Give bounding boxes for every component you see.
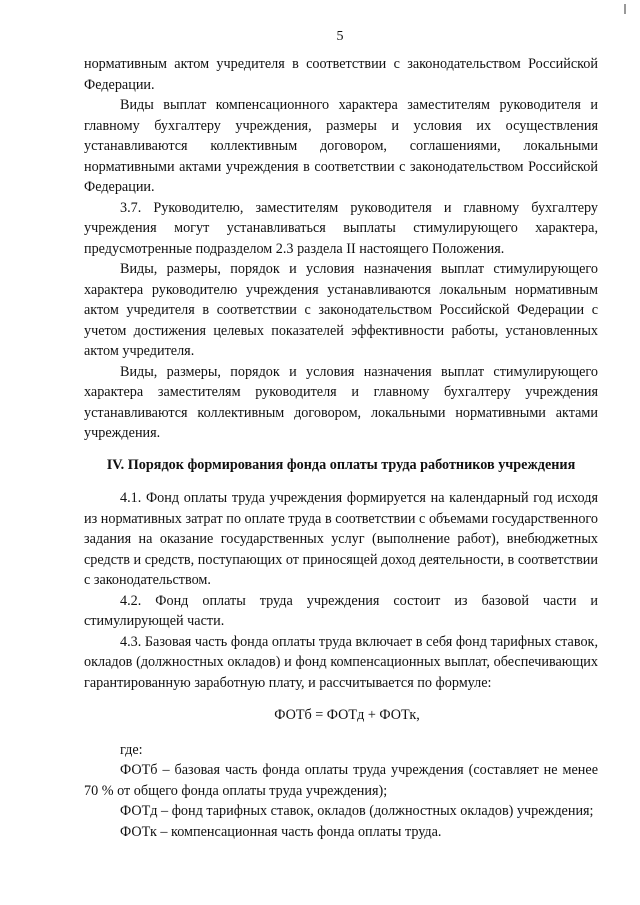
scan-corner-mark: [624, 4, 626, 14]
paragraph-incentive-head: Виды, размеры, порядок и условия назначения выплат стимулирующего характера руководителю учреждения устанавливаются локальным нормативным актом учредителя в соответствии с законодательством Российской Федерации с учетом достижения целевых показателей эффективности работы, установленных актом учредителя.: [84, 261, 598, 359]
section-heading-iv: IV. Порядок формирования фонда оплаты труда работников учреждения: [106, 456, 576, 473]
paragraph-4-1: 4.1. Фонд оплаты труда учреждения формируется на календарный год исходя из нормативных затрат по оплате труда в соответствии с объемами государственного задания на оказание государственных услуг (выполнение работ), внебюджетных средств и средств, поступающих от приносящей доход деятельности, в соответствии с законодательством.: [84, 490, 598, 588]
definition-fotd: ФОТд – фонд тарифных ставок, окладов (должностных окладов) учреждения;: [120, 803, 594, 819]
formula-where: где:: [120, 741, 143, 758]
paragraph-3-7: 3.7. Руководителю, заместителям руководителя и главному бухгалтеру учреждения могут устанавливаться выплаты стимулирующего характера, предусмотренные подразделом 2.3 раздела II настоящего Положения.: [84, 199, 598, 257]
paragraph-compensation-deputies: Виды выплат компенсационного характера заместителям руководителя и главному бухгалтеру учреждения, размеры и условия их осуществления устанавливаются коллективным договором, соглашениями, локальными нормативными актами учреждения в соответствии с законодательством Российской Федерации.: [84, 97, 598, 195]
document-body: [84, 54, 598, 842]
paragraph-continuation: нормативным актом учредителя в соответствии с законодательством Российской Федерации.: [84, 56, 598, 93]
definition-fotk: ФОТк – компенсационная часть фонда оплаты труда.: [120, 823, 442, 840]
paragraph-incentive-deputies: Виды, размеры, порядок и условия назначения выплат стимулирующего характера заместителям руководителя и главному бухгалтеру учреждения устанавливаются коллективным договором, локальными нормативными актами учреждения.: [84, 363, 598, 441]
formula: ФОТб = ФОТд + ФОТк,: [274, 707, 420, 723]
definition-fotb: ФОТб – базовая часть фонда оплаты труда учреждения (составляет не менее 70 % от общего фонда оплаты труда учреждения);: [84, 762, 598, 799]
page-number: 5: [336, 29, 344, 44]
paragraph-4-2: 4.2. Фонд оплаты труда учреждения состоит из базовой части и стимулирующей части.: [84, 592, 598, 629]
paragraph-4-3: 4.3. Базовая часть фонда оплаты труда включает в себя фонд тарифных ставок, окладов (должностных окладов) и фонд компенсационных выплат, обеспечивающих гарантированную заработную плату, и рассчитывается по формуле:: [84, 633, 598, 691]
